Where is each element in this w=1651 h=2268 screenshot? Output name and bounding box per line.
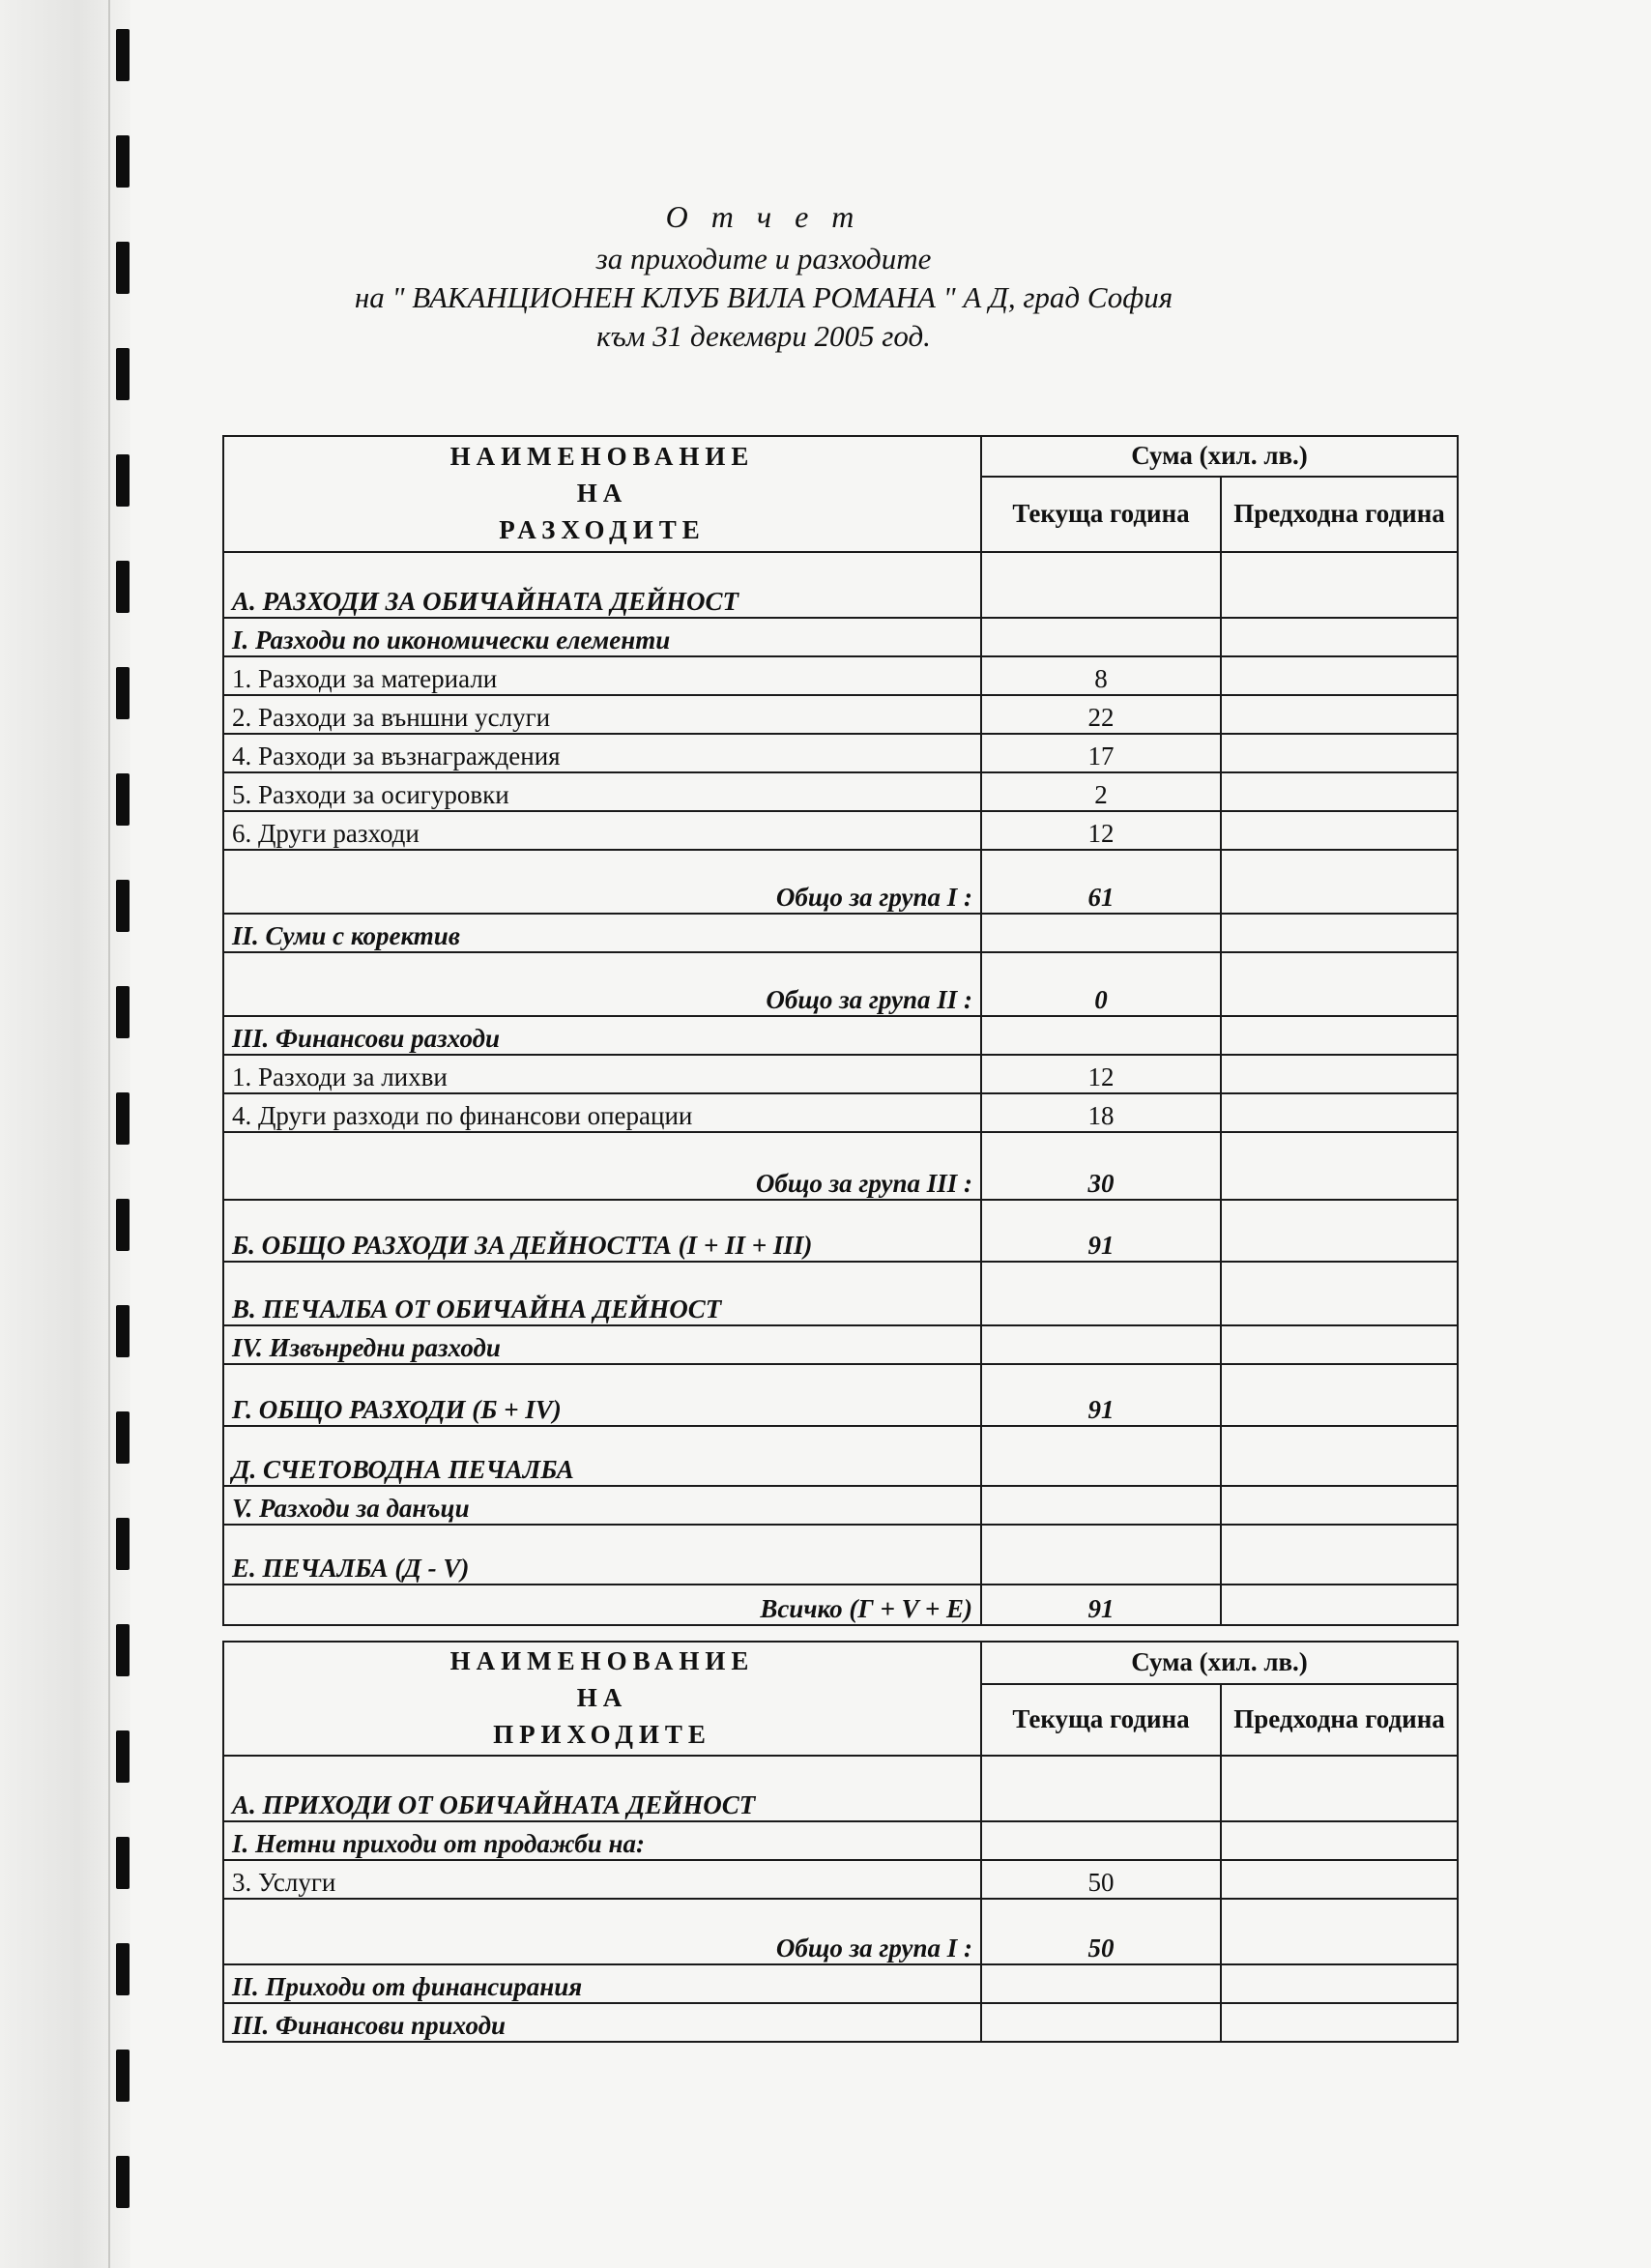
row-previous — [1221, 1585, 1458, 1625]
binding-hole — [116, 773, 130, 826]
row-label: Г. ОБЩО РАЗХОДИ (Б + IV) — [223, 1364, 981, 1426]
row-previous — [1221, 1426, 1458, 1486]
row-current: 0 — [981, 952, 1221, 1016]
binding-hole — [116, 1092, 130, 1145]
binding-hole — [116, 348, 130, 400]
row-previous — [1221, 914, 1458, 952]
row-current: 17 — [981, 734, 1221, 772]
row-previous — [1221, 1486, 1458, 1525]
income-table — [222, 1641, 1459, 2043]
row-previous — [1221, 695, 1458, 734]
row-label: 1. Разходи за материали — [223, 656, 981, 695]
row-label: 2. Разходи за външни услуги — [223, 695, 981, 734]
row-label: 4. Разходи за възнаграждения — [223, 734, 981, 772]
header-line: НА — [576, 479, 628, 509]
row-current — [981, 618, 1221, 656]
row-label: III. Финансови разходи — [223, 1016, 981, 1055]
row-current: 91 — [981, 1585, 1221, 1625]
row-previous — [1221, 1262, 1458, 1325]
row-current — [981, 1426, 1221, 1486]
row-label: 5. Разходи за осигуровки — [223, 772, 981, 811]
report-title: О т ч е т — [665, 199, 862, 234]
report-date: към 31 декември 2005 год. — [596, 319, 931, 353]
row-previous — [1221, 772, 1458, 811]
row-current: 12 — [981, 811, 1221, 850]
binding-hole — [116, 561, 130, 613]
row-current — [981, 1016, 1221, 1055]
row-previous — [1221, 1964, 1458, 2003]
row-label: IV. Извънредни разходи — [223, 1325, 981, 1364]
row-previous — [1221, 552, 1458, 618]
page-edge — [108, 0, 110, 2268]
row-previous — [1221, 1364, 1458, 1426]
row-current — [981, 1325, 1221, 1364]
group-total-label: Общо за група III : — [223, 1132, 981, 1200]
previous-year-header: Предходна година — [1221, 1684, 1458, 1756]
row-previous — [1221, 1325, 1458, 1364]
header-line: НАИМЕНОВАНИЕ — [449, 1646, 755, 1676]
row-previous — [1221, 1055, 1458, 1093]
expenses-table — [222, 435, 1459, 1626]
row-previous — [1221, 1016, 1458, 1055]
header-line: НАИМЕНОВАНИЕ — [449, 442, 755, 472]
row-label: Е. ПЕЧАЛБА (Д - V) — [223, 1525, 981, 1585]
group-total-label: Общо за група I : — [223, 1899, 981, 1964]
row-previous — [1221, 1899, 1458, 1964]
row-label: А. ПРИХОДИ ОТ ОБИЧАЙНАТА ДЕЙНОСТ — [223, 1756, 981, 1821]
row-previous — [1221, 1860, 1458, 1899]
row-previous — [1221, 1756, 1458, 1821]
row-label: Б. ОБЩО РАЗХОДИ ЗА ДЕЙНОСТТА (I + II + III) — [223, 1200, 981, 1262]
binding-hole — [116, 2050, 130, 2102]
report-subtitle: за приходите и разходите — [595, 242, 932, 276]
row-current — [981, 914, 1221, 952]
binding-hole — [116, 1411, 130, 1464]
row-previous — [1221, 1132, 1458, 1200]
sum-header: Сума (хил. лв.) — [981, 436, 1458, 477]
group-total-label: Общо за група I : — [223, 850, 981, 914]
binding-hole — [116, 1305, 130, 1357]
binding-hole — [116, 1837, 130, 1889]
sum-header: Сума (хил. лв.) — [981, 1642, 1458, 1684]
row-current: 18 — [981, 1093, 1221, 1132]
row-label: 1. Разходи за лихви — [223, 1055, 981, 1093]
row-previous — [1221, 1093, 1458, 1132]
binding-hole — [116, 2156, 130, 2208]
expenses-name-header — [223, 436, 981, 552]
header-line: РАЗХОДИТЕ — [499, 514, 706, 544]
row-current: 50 — [981, 1860, 1221, 1899]
row-previous — [1221, 618, 1458, 656]
row-current — [981, 1964, 1221, 2003]
binding-hole — [116, 1730, 130, 1783]
binding-hole — [116, 242, 130, 294]
row-previous — [1221, 1525, 1458, 1585]
row-previous — [1221, 850, 1458, 914]
row-label: Д. СЧЕТОВОДНА ПЕЧАЛБА — [223, 1426, 981, 1486]
row-previous — [1221, 1821, 1458, 1860]
row-previous — [1221, 811, 1458, 850]
binding-hole — [116, 135, 130, 188]
row-label: V. Разходи за данъци — [223, 1486, 981, 1525]
row-current — [981, 2003, 1221, 2042]
binding-hole — [116, 1624, 130, 1676]
row-previous — [1221, 656, 1458, 695]
row-current: 50 — [981, 1899, 1221, 1964]
binding-hole — [116, 1199, 130, 1251]
row-current — [981, 1262, 1221, 1325]
binding-hole — [116, 667, 130, 719]
row-current — [981, 552, 1221, 618]
row-label: II. Суми с коректив — [223, 914, 981, 952]
row-label: 6. Други разходи — [223, 811, 981, 850]
row-label: I. Нетни приходи от продажби на: — [223, 1821, 981, 1860]
row-current: 22 — [981, 695, 1221, 734]
binding-hole — [116, 454, 130, 507]
grand-total-label: Всичко (Г + V + Е) — [223, 1585, 981, 1625]
row-label: I. Разходи по икономически елементи — [223, 618, 981, 656]
binding-hole — [116, 29, 130, 81]
row-current — [981, 1821, 1221, 1860]
row-previous — [1221, 952, 1458, 1016]
row-current: 91 — [981, 1200, 1221, 1262]
row-current: 12 — [981, 1055, 1221, 1093]
row-current: 8 — [981, 656, 1221, 695]
current-year-header: Текуща година — [981, 477, 1221, 552]
binding-hole — [116, 1518, 130, 1570]
row-current: 30 — [981, 1132, 1221, 1200]
row-previous — [1221, 734, 1458, 772]
row-label: 4. Други разходи по финансови операции — [223, 1093, 981, 1132]
previous-year-header: Предходна година — [1221, 477, 1458, 552]
row-current: 61 — [981, 850, 1221, 914]
header-line: НА — [576, 1683, 628, 1713]
row-previous — [1221, 1200, 1458, 1262]
row-current — [981, 1756, 1221, 1821]
current-year-header: Текуща година — [981, 1684, 1221, 1756]
row-label: 3. Услуги — [223, 1860, 981, 1899]
binding-hole — [116, 1943, 130, 1995]
row-label: А. РАЗХОДИ ЗА ОБИЧАЙНАТА ДЕЙНОСТ — [223, 552, 981, 618]
spiral-binding — [0, 0, 130, 2268]
company-line: на " ВАКАНЦИОНЕН КЛУБ ВИЛА РОМАНА " А Д, град София — [354, 280, 1173, 314]
row-label: III. Финансови приходи — [223, 2003, 981, 2042]
row-current — [981, 1525, 1221, 1585]
header-line: ПРИХОДИТЕ — [493, 1719, 711, 1749]
income-name-header — [223, 1642, 981, 1756]
row-previous — [1221, 2003, 1458, 2042]
binding-hole — [116, 986, 130, 1038]
binding-hole — [116, 880, 130, 932]
group-total-label: Общо за група II : — [223, 952, 981, 1016]
row-current: 91 — [981, 1364, 1221, 1426]
row-label: В. ПЕЧАЛБА ОТ ОБИЧАЙНА ДЕЙНОСТ — [223, 1262, 981, 1325]
row-label: II. Приходи от финансирания — [223, 1964, 981, 2003]
row-current — [981, 1486, 1221, 1525]
row-current: 2 — [981, 772, 1221, 811]
